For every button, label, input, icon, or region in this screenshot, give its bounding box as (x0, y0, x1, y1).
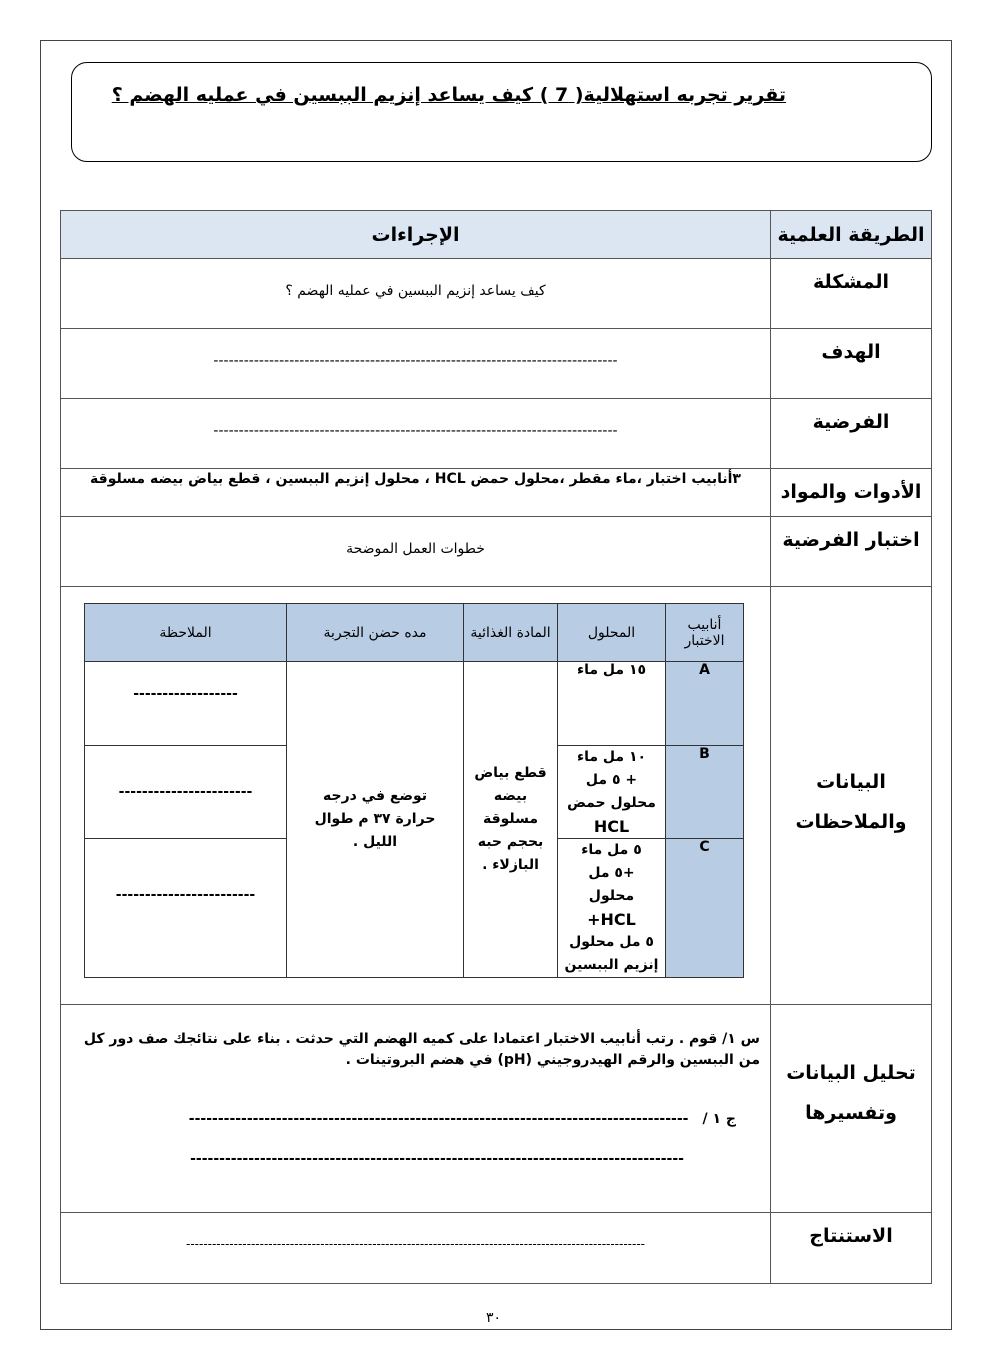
answer-label: ج ١ / (702, 1111, 736, 1127)
solution-a (558, 662, 666, 746)
solution-b (558, 746, 666, 839)
report-table (60, 210, 932, 1284)
solution-line: ١٠ مل ماء (576, 749, 647, 765)
analysis-label (771, 1005, 932, 1213)
analysis-label-line1: تحليل البيانات (786, 1062, 916, 1084)
incubation-cell: توضع في درجه حرارة ٣٧ م طوال الليل . (287, 662, 464, 978)
solution-line: ١٥ مل ماء (576, 662, 647, 678)
analysis-label-line2: وتفسيرها (805, 1102, 897, 1124)
answer-row (61, 1071, 770, 1127)
table-row (85, 662, 744, 746)
solution-line: + ٥ مل (585, 772, 638, 788)
test-value: خطوات العمل الموضحة (61, 517, 771, 587)
conclusion-value[interactable]: ---------------------------------------------------------------------------------------------------------- (61, 1213, 771, 1284)
solution-line: ٥ مل ماء (581, 842, 642, 858)
test-label: اختبار الفرضية (771, 517, 932, 587)
solution-line: محلول حمض (567, 795, 656, 811)
tube-c: C (666, 839, 744, 978)
solution-line: +٥ مل (588, 865, 635, 881)
solution-line: HCL (593, 817, 630, 836)
note-c[interactable]: ------------------------ (85, 839, 287, 978)
header-procedures: الإجراءات (61, 211, 771, 259)
materials-label: الأدوات والمواد (771, 469, 932, 517)
data-cell (61, 587, 771, 1005)
goal-value[interactable]: -------------------------------------------------------------------------------- (61, 329, 771, 399)
answer-line-1[interactable]: -------------------------------------------------------------------------------------- (188, 1111, 689, 1127)
solution-line: ٥ مل محلول (569, 934, 654, 950)
hypothesis-label: الفرضية (771, 399, 932, 469)
col-observation: الملاحظة (85, 604, 287, 662)
food-cell: قطع بياض بيضه مسلوقة بحجم حبه البازلاء . (464, 662, 558, 978)
observations-table (84, 603, 744, 978)
problem-label: المشكلة (771, 259, 932, 329)
title-box (71, 62, 932, 162)
goal-label: الهدف (771, 329, 932, 399)
data-label-line1: البيانات (816, 770, 886, 793)
solution-line: HCL+ (587, 910, 636, 929)
col-incubation: مده حضن التجربة (287, 604, 464, 662)
data-label-line2: والملاحظات (795, 810, 907, 833)
data-label (771, 587, 932, 1005)
solution-c (558, 839, 666, 978)
tube-b: B (666, 746, 744, 839)
tube-a: A (666, 662, 744, 746)
col-solution: المحلول (558, 604, 666, 662)
page-number: ٣٠ (486, 1310, 502, 1326)
materials-value: ٣أنابيب اختبار ،ماء مقطر ،محلول حمض HCL ، محلول إنزيم الببسين ، قطع بياض بيضه مسلوقة (61, 469, 771, 517)
solution-line: محلول (588, 888, 635, 904)
problem-value: كيف يساعد إنزيم الببسين في عمليه الهضم ؟ (61, 259, 771, 329)
hypothesis-value[interactable]: -------------------------------------------------------------------------------- (61, 399, 771, 469)
col-tubes: أنابيب الاختبار (666, 604, 744, 662)
col-food: المادة الغذائية (464, 604, 558, 662)
header-method: الطريقة العلمية (771, 211, 932, 259)
solution-line: إنزيم الببسين (564, 957, 659, 973)
answer-line-2[interactable]: ------------------------------------------------------------------------------------- (190, 1151, 684, 1167)
analysis-cell (61, 1005, 771, 1213)
note-b[interactable]: ----------------------- (85, 746, 287, 839)
note-a[interactable]: ------------------ (85, 662, 287, 746)
analysis-question: س ١/ قوم . رتب أنابيب الاختبار اعتمادا على كميه الهضم التي حدثت . بناء على نتائجك صف دور كل من الببسين والرقم الهيدروجيني (pH) في هضم البروتينات . (83, 1031, 760, 1068)
report-title: تقرير تجربه استهلالية( 7 ) كيف يساعد إنزيم الببسين في عمليه الهضم ؟ (111, 84, 786, 106)
conclusion-label: الاستنتاج (771, 1213, 932, 1284)
